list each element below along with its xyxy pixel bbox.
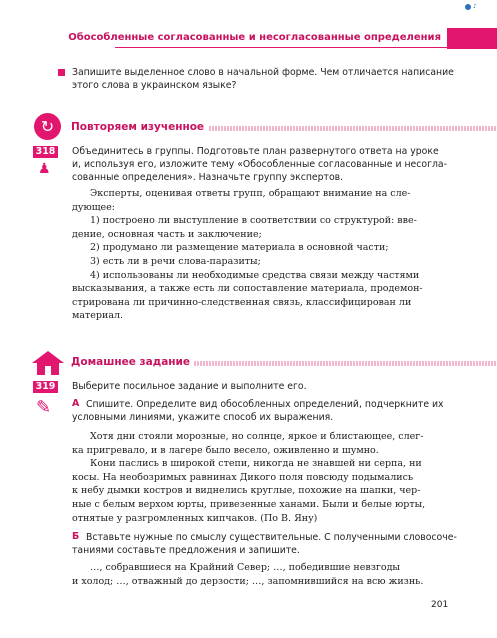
- header-accent-bar: [447, 28, 497, 49]
- homework-section-rule: [185, 361, 497, 366]
- square-bullet-icon: [58, 69, 65, 76]
- intro-task: Запишите выделенное слово в начальной форме. Чем отличается написание этого слова в украинском языке?: [72, 67, 454, 91]
- exercise-number-319: 319: [33, 381, 58, 393]
- exercise-318-task: Объединитесь в группы. Подготовьте план развернутого ответа на уроке и, используя его, изложите тему «Обособленные согласованные и несогла- сованные определения». Назначьте группу экспертов.: [72, 146, 447, 183]
- page-number: 201: [431, 600, 449, 610]
- writing-icon: ✎: [36, 397, 52, 418]
- group-work-icon: ♟: [38, 161, 51, 177]
- publisher-logo: ♪: [465, 3, 477, 10]
- review-section-rule: [200, 126, 497, 131]
- chapter-title: Обособленные согласованные и несогласованные определения: [68, 32, 441, 43]
- header-rule: [115, 47, 497, 48]
- exercise-319-task: Выберите посильное задание и выполните его.: [72, 381, 307, 392]
- home-icon: [31, 350, 65, 376]
- variant-a-letter: А: [72, 398, 80, 409]
- variant-a-task: Спишите. Определите вид обособленных определений, подчеркните их условными линиями, укажите способ их выражения.: [72, 399, 444, 423]
- experts-criteria: Эксперты, оценивая ответы групп, обращают внимание на сле- дующее: 1) построено ли выступление в соответствии со структурой: вве- дение, основная часть и заключение; 2) продумано ли размещение материала в основной части; 3) есть ли в речи слова-паразиты; 4) использованы ли необходимые средства связи между частями высказывания, а также есть ли сопоставление материала, продемон- стрирована ли причинно-следственная связь, классифицирован ли материал.: [72, 188, 423, 322]
- literary-excerpt: Хотя дни стояли морозные, но солнце, яркое и блистающее, слег- ка пригревало, и в лагере было весело, оживленно и шумно. Кони паслись в широкой степи, никогда не знавшей ни серпа, ни косы. На необозримых равнинах Дикого поля повсюду подымались к небу дымки костров и виднелись круглые, похожие на шапки, чер- ные с белым верхом юрты, привезенные ханами. Были и белые юрты, отнятые у разгромленных кипчаков. (По В. Яну): [72, 431, 426, 524]
- homework-section-title: Домашнее задание: [71, 356, 194, 368]
- variant-b-task: Вставьте нужные по смыслу существительные. С полученными словосоче- таниями составьте предложения и запишите.: [72, 532, 457, 556]
- variant-b-letter: Б: [72, 531, 80, 542]
- exercise-number-318: 318: [33, 146, 58, 158]
- fill-in-phrases: …, собравшиеся на Крайний Север; …, победившие невзгоды и холод; …, отважный до дерзости; …, запомнившийся на всю жизнь.: [72, 562, 424, 587]
- page-header: [0, 20, 497, 49]
- review-clock-icon: ↻: [34, 113, 61, 140]
- review-section-title: Повторяем изученное: [71, 121, 208, 133]
